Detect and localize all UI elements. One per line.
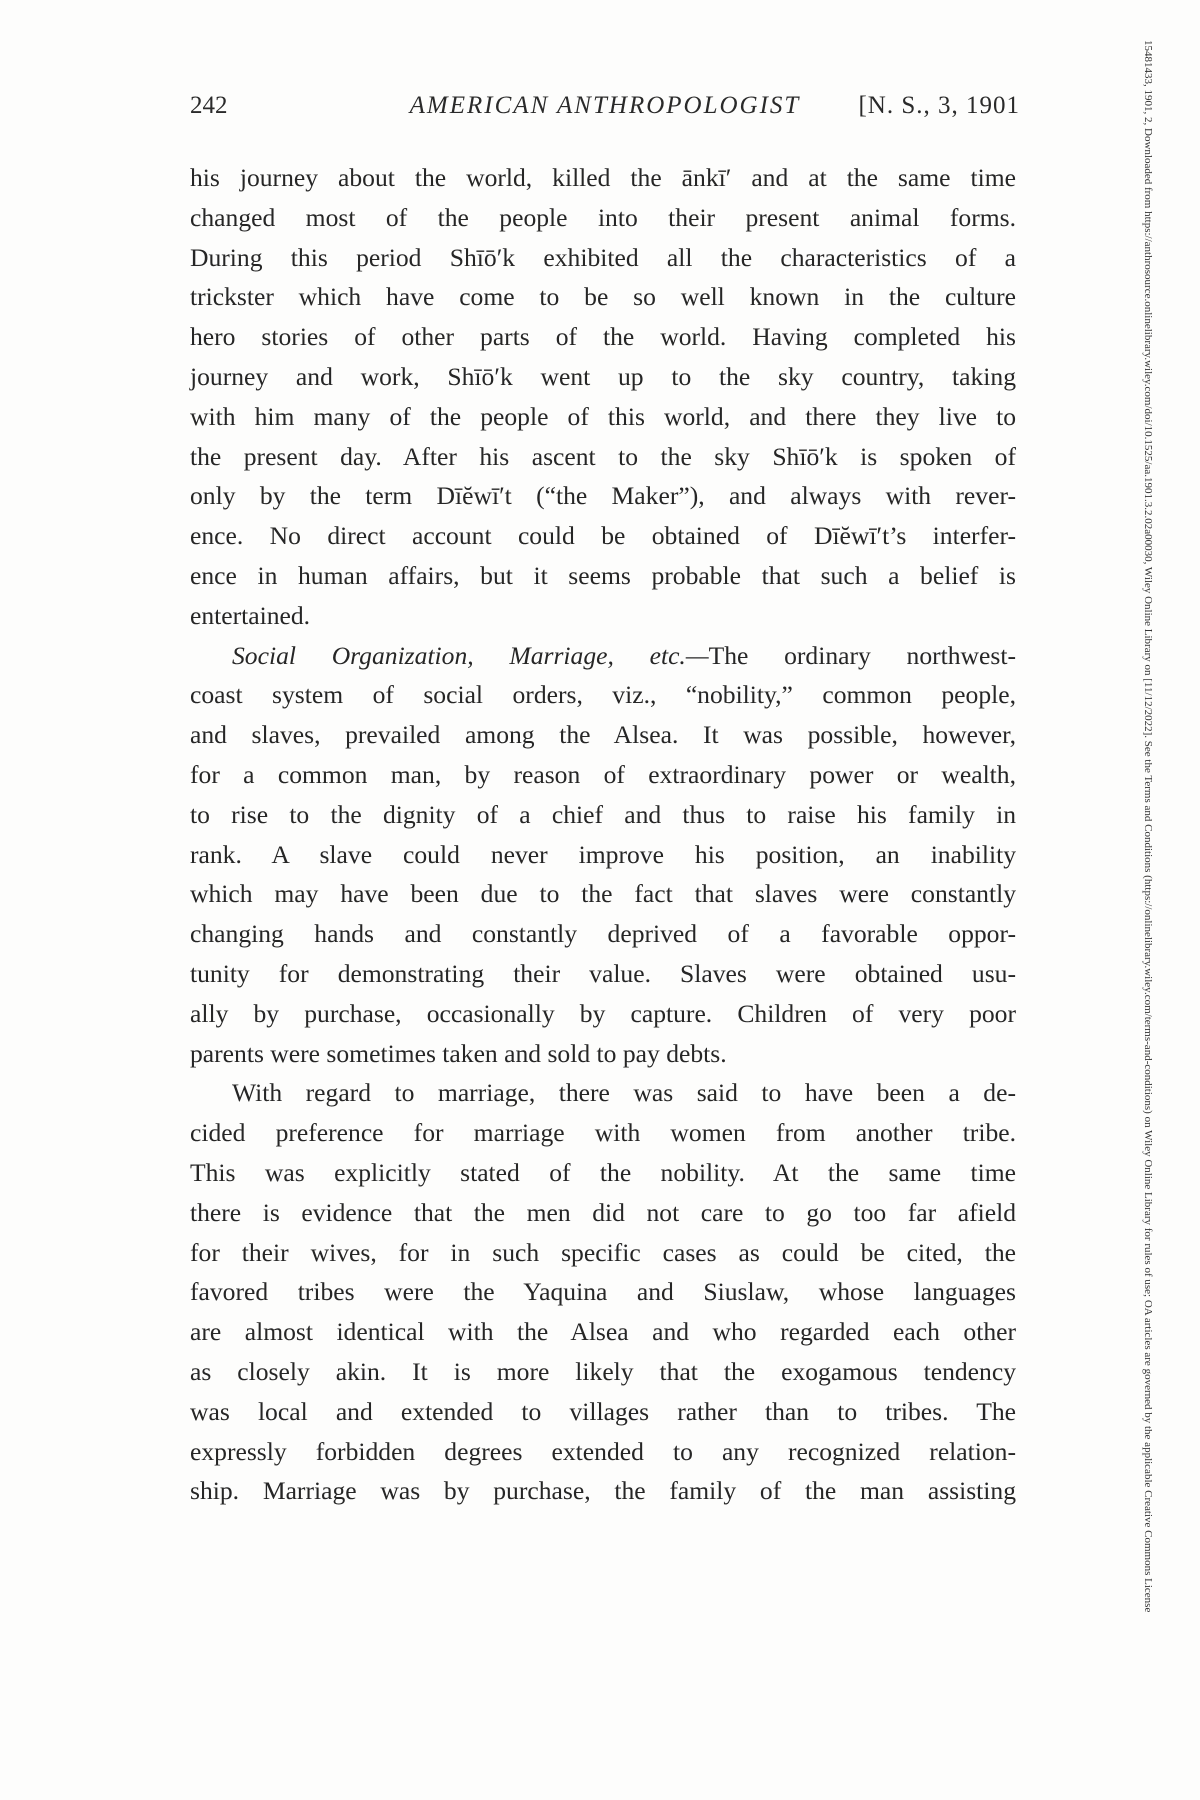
text-line: ence. No direct account could be obtained of Dīĕwī′t’s interfer-: [190, 521, 1016, 551]
text-line: changed most of the people into their present animal forms.: [190, 202, 1016, 232]
text-line: During this period Shīō′k exhibited all the characteristics of a: [190, 242, 1016, 272]
section-heading: Social Organization, Marriage, etc.—: [232, 640, 709, 670]
text-line: expressly forbidden degrees extended to any recognized relation-: [190, 1436, 1016, 1466]
text-line: cided preference for marriage with women from another tribe.: [190, 1118, 1016, 1148]
text-line: with him many of the people of this world, and there they live to: [190, 401, 1016, 431]
text-line: trickster which have come to be so well known in the culture: [190, 282, 1016, 312]
text-line: for their wives, for in such specific cases as could be cited, the: [190, 1237, 1016, 1267]
text-line: to rise to the dignity of a chief and thus to raise his family in: [190, 799, 1016, 829]
watermark-text: 15481433, 1901, 2, Downloaded from https://anthrosource.onlinelibrary.wiley.com/doi/10.1525/aa.1901.3.2.02a00030, Wiley Online Library on [11/12/2022]. See the Terms and Conditions (https://onlinelibrary.wiley.com/terms-and-conditions) on Wiley Online Library for rules of use; OA articles are governed by the applicable Creative Commons License: [1142, 40, 1154, 1613]
text-line: as closely akin. It is more likely that the exogamous tendency: [190, 1356, 1016, 1386]
text-line: ship. Marriage was by purchase, the family of the man assisting: [190, 1476, 1016, 1506]
text-line: hero stories of other parts of the world. Having completed his: [190, 322, 1016, 352]
volume-info: [N. S., 3, 1901: [858, 92, 1020, 119]
text-line: are almost identical with the Alsea and who regarded each other: [190, 1317, 1016, 1347]
text-line: parents were sometimes taken and sold to pay debts.: [190, 1038, 727, 1068]
text-line: the present day. After his ascent to the sky Shīō′k is spoken of: [190, 441, 1016, 471]
text-line: ally by purchase, occasionally by capture. Children of very poor: [190, 998, 1016, 1028]
section-heading-line: [190, 636, 1016, 676]
journal-title: AMERICAN ANTHROPOLOGIST: [409, 92, 801, 119]
text-line: journey and work, Shīō′k went up to the sky country, taking: [190, 361, 1016, 391]
running-header: [190, 92, 1020, 126]
text-line: there is evidence that the men did not care to go too far afield: [190, 1197, 1016, 1227]
text-line: The ordinary northwest-: [708, 640, 1016, 670]
text-line: This was explicitly stated of the nobility. At the same time: [190, 1157, 1016, 1187]
text-line: which may have been due to the fact that slaves were constantly: [190, 879, 1016, 909]
text-line: changing hands and constantly deprived of a favorable oppor-: [190, 919, 1016, 949]
text-line: was local and extended to villages rather than to tribes. The: [190, 1396, 1016, 1426]
page-number: 242: [190, 92, 228, 119]
text-line: rank. A slave could never improve his position, an inability: [190, 839, 1016, 869]
text-line: only by the term Dīĕwī′t (“the Maker”), and always with rever-: [190, 481, 1016, 511]
text-line: With regard to marriage, there was said to have been a de-: [232, 1078, 1016, 1108]
text-line: entertained.: [190, 600, 311, 630]
text-line: favored tribes were the Yaquina and Siuslaw, whose languages: [190, 1277, 1016, 1307]
text-line: and slaves, prevailed among the Alsea. It was possible, however,: [190, 720, 1016, 750]
text-line: ence in human affairs, but it seems probable that such a belief is: [190, 560, 1016, 590]
body-text: [190, 158, 1016, 1511]
text-line: for a common man, by reason of extraordinary power or wealth,: [190, 759, 1016, 789]
text-line: coast system of social orders, viz., “nobility,” common people,: [190, 680, 1016, 710]
text-line: tunity for demonstrating their value. Slaves were obtained usu-: [190, 958, 1016, 988]
download-watermark: [1138, 40, 1158, 1790]
text-line: his journey about the world, killed the ānkī′ and at the same time: [190, 163, 1016, 192]
